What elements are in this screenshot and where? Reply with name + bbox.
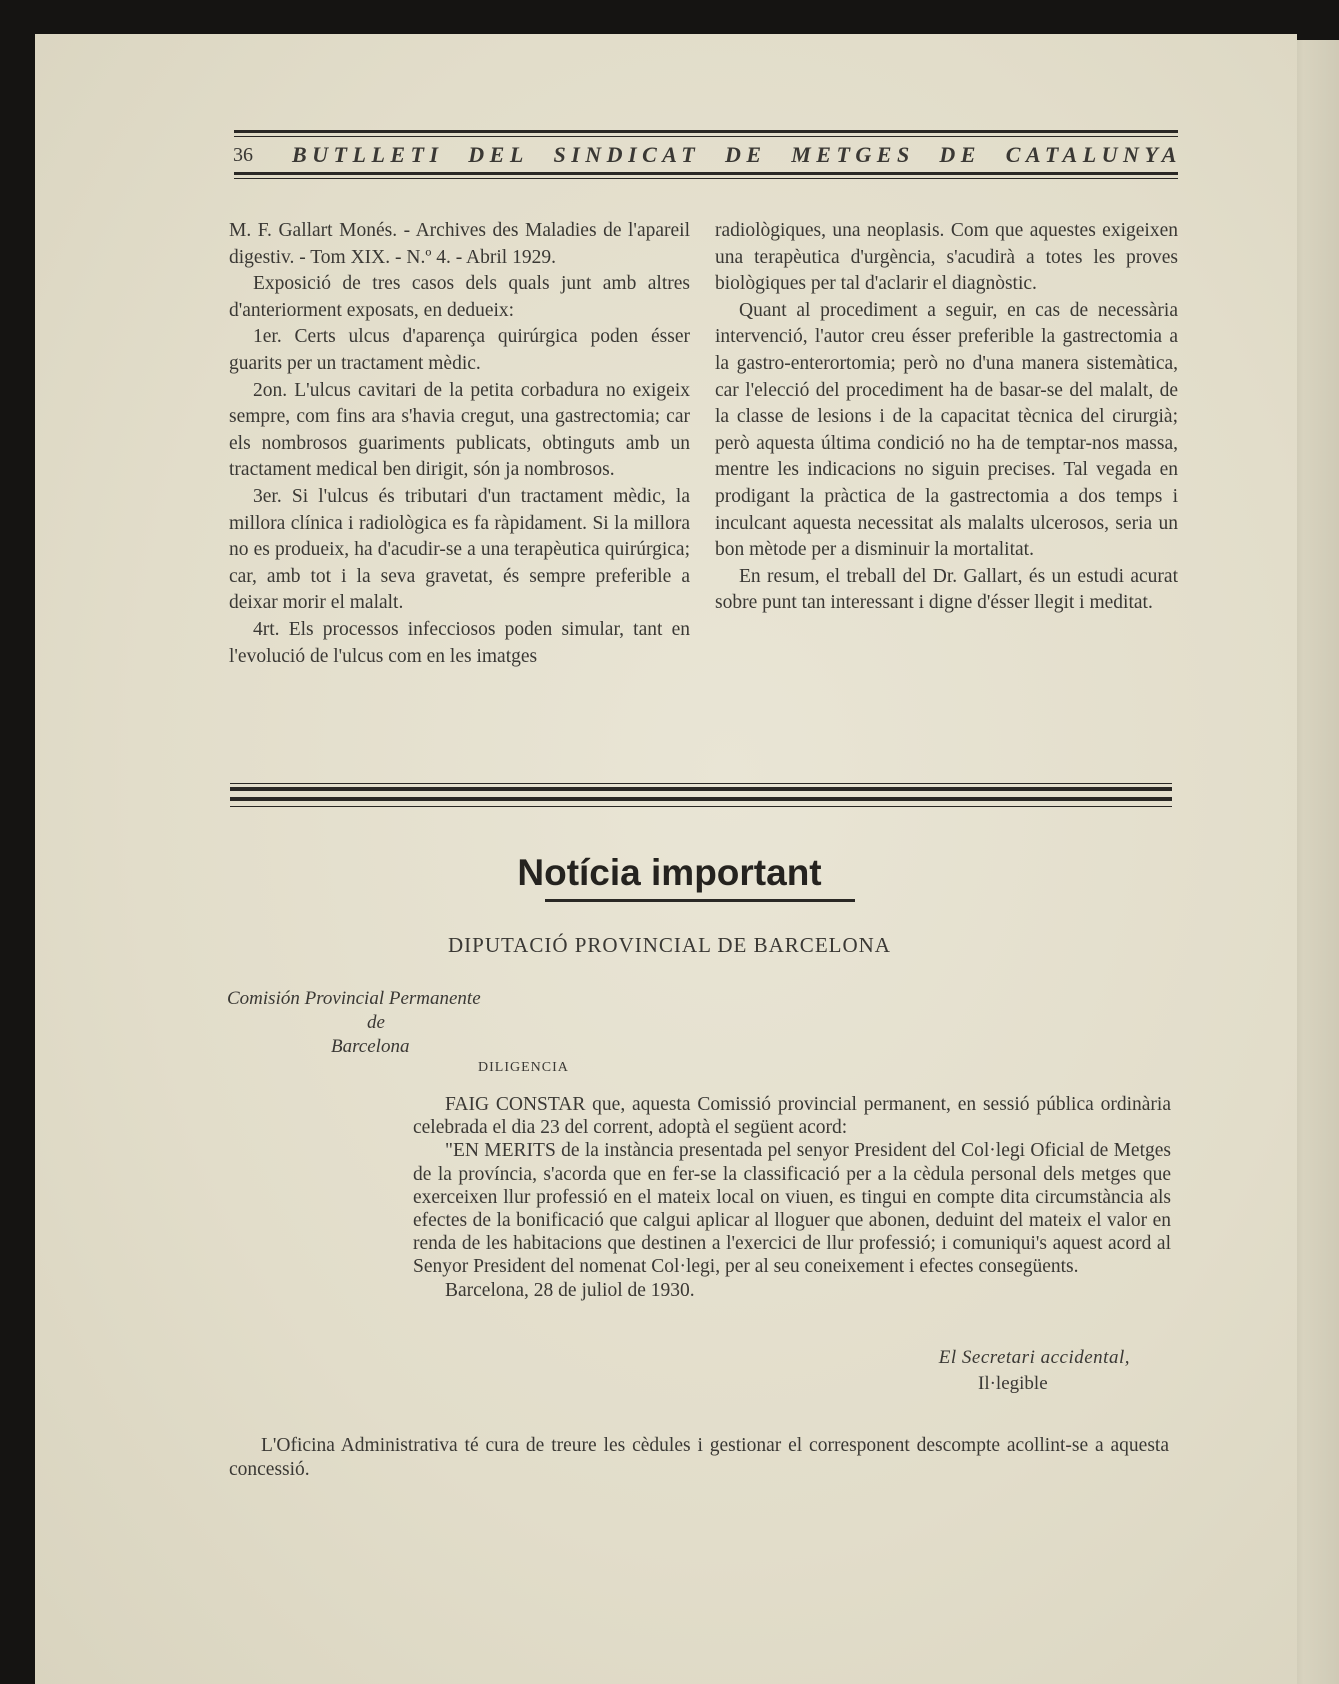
- section-divider-thick: [230, 787, 1172, 791]
- notice-title: Notícia important: [517, 852, 822, 893]
- paragraph: M. F. Gallart Monés. - Archives des Maladies de l'apareil digestiv. - Tom XIX. - N.º 4. - Abril 1929.: [229, 220, 690, 268]
- title-word: SINDICAT: [553, 142, 701, 167]
- paragraph: 3er. Si l'ulcus és tributari d'un tractament mèdic, la millora clínica i radiològica es fa ràpidament. Si la millora no es produeix, ha d'acudir-se a una terapèutica quirúrgica; car, amb tot i la seva gravetat, és sempre preferible a deixar morir el malalt.: [229, 485, 690, 614]
- signature-name: Il·legible: [978, 1373, 1048, 1394]
- header-rule-top-thin: [234, 136, 1178, 137]
- header-rule-bottom-thin: [234, 178, 1178, 179]
- paragraph: 1er. Certs ulcus d'aparença quirúrgica poden ésser guarits per un tractament mèdic.: [229, 326, 690, 374]
- right-column: [715, 218, 1178, 617]
- title-word: BUTLLETI: [292, 142, 444, 167]
- title-word: METGES: [791, 142, 915, 167]
- notice-body: [413, 1093, 1171, 1302]
- title-word: DE: [939, 142, 981, 167]
- comision-line: Barcelona: [331, 1036, 410, 1057]
- paragraph: Barcelona, 28 de juliol de 1930.: [445, 1279, 695, 1301]
- section-divider-thin-bottom: [230, 806, 1172, 807]
- paragraph: Quant al procediment a seguir, en cas de necessària intervenció, l'autor creu ésser preferible la gastrectomia a la gastro-enterortomia; però no d'una manera sistemàtica, car l'elecció del procediment ha de basar-se del malalt, de la classe de lesions i de la capacitat tècnica del cirurgià; però aquesta última condició no ha de temptar-nos massa, mentre les indicacions no siguin precises. Tal vegada en prodigant la pràctica de la gastrectomia a dos temps i inculcant aquesta necessitat als malalts ulcerosos, seria un bon mètode per a disminuir la mortalitat.: [715, 299, 1178, 561]
- left-column: [229, 218, 690, 670]
- paragraph: radiològiques, una neoplasis. Com que aquestes exigeixen una terapèutica d'urgència, s'acudirà a totes les proves biològiques per tal d'aclarir el diagnòstic.: [715, 220, 1178, 295]
- section-divider-thin-top: [230, 783, 1172, 784]
- paragraph: 2on. L'ulcus cavitari de la petita corbadura no exigeix sempre, com fins ara s'havia cregut, una gastrectomia; car els nombrosos guariments publicats, obtinguts amb un tractament medical ben dirigit, són ja nombrosos.: [229, 379, 690, 481]
- header-rule-top: [234, 130, 1178, 133]
- paragraph: FAIG CONSTAR que, aquesta Comissió provincial permanent, en sessió pública ordinària celebrada el dia 23 del corrent, adoptà el següent acord:: [413, 1094, 1171, 1139]
- footer-paragraph: [229, 1434, 1169, 1482]
- header-rule-bottom: [234, 172, 1178, 175]
- notice-title-underline: [545, 899, 855, 902]
- page-number: 36: [233, 144, 253, 166]
- title-word: DEL: [468, 142, 529, 167]
- paragraph: "EN MERITS de la instància presentada pel senyor President del Col·legi Oficial de Metges de la província, s'acorda que en fer-se la classificació per a la cèdula personal dels metges que exerceixen llur professió en el mateix local on viuen, es tingui en compte dita circumstància als efectes de la bonificació que calgui aplicar al lloguer que abonen, deduint del mateix el valor en renda de les habitacions que destinen a l'exercici de llur professió; i comuniqui's aquest acord al Senyor President del nomenat Col·legi, per al seu coneixement i efectes consegüents.: [413, 1140, 1171, 1278]
- paragraph: L'Oficina Administrativa té cura de treure les cèdules i gestionar el corresponent descompte acollint-se a aquesta concessió.: [229, 1435, 1169, 1480]
- diligencia-label: DILIGENCIA: [478, 1060, 569, 1075]
- section-divider-thick-2: [230, 797, 1172, 801]
- signature-title: El Secretari accidental,: [938, 1347, 1130, 1368]
- title-word: DE: [724, 142, 767, 167]
- title-word: CATALUNYA: [1005, 142, 1182, 167]
- comision-line: de: [367, 1012, 385, 1033]
- comision-line: Comisión Provincial Permanente: [227, 988, 481, 1009]
- paragraph: 4rt. Els processos infecciosos poden simular, tant en l'evolució de l'ulcus com en les imatges: [229, 618, 690, 667]
- paragraph: Exposició de tres casos dels quals junt amb altres d'anteriorment exposats, en dedueix:: [229, 273, 690, 321]
- paragraph: En resum, el treball del Dr. Gallart, és un estudi acurat sobre punt tan interessant i digne d'ésser llegit i meditat.: [715, 565, 1178, 614]
- journal-title: [292, 142, 1182, 168]
- notice-subtitle: DIPUTACIÓ PROVINCIAL DE BARCELONA: [448, 933, 891, 957]
